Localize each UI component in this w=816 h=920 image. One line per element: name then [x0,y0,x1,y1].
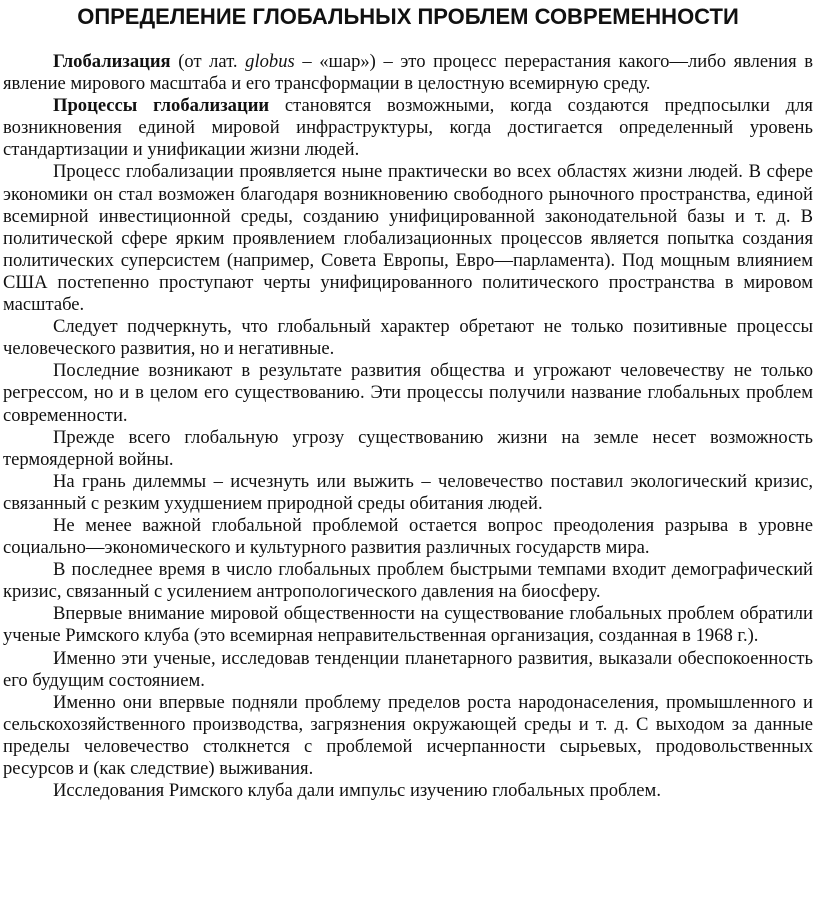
latin-word: globus [245,51,295,72]
paragraph: Именно эти ученые, исследовав тенденции планетарного развития, выказали обеспокоенность его будущим состоянием. [3,647,813,691]
paragraph: В последнее время в число глобальных проблем быстрыми темпами входит демографический кризис, связанный с усилением антропологического давления на биосферу. [3,559,813,603]
paragraph: Исследования Римского клуба дали импульс изучению глобальных проблем. [53,780,661,802]
definition-prefix: (от лат. [170,51,246,72]
paragraph: На грань дилеммы – исчезнуть или выжить – человечество поставил экологический кризис, связанный с резким ухудшением природной среды обитания людей. [3,470,813,514]
paragraph-globalization-processes [3,95,813,161]
paragraph: Следует подчеркнуть, что глобальный характер обретают не только позитивные процессы человеческого развития, но и негативные. [3,316,813,360]
paragraph: Процесс глобализации проявляется ныне практически во всех областях жизни людей. В сфере экономики он стал возможен благодаря возникновению свободного рыночного пространства, единой всемирной инвестиционной среды, созданию унифицированной законодательной базы и т. д. В политической сфере ярким проявлением глобализационных процессов является попытка создания политических суперсистем (например, Совета Европы, Евро—парламента). Под мощным влиянием США постепенно проступают черты унифицированного политического пространства в мировом масштабе. [3,161,813,316]
paragraph: Именно они впервые подняли проблему пределов роста народонаселения, промышленного и сельскохозяйственного производства, загрязнения окружающей среды и т. д. С выходом за данные пределы человечество столкнется с проблемой исчерпанности сырьевых, продовольственных ресурсов и (как следствие) выживания. [3,691,813,779]
paragraph-globalization-definition [3,51,813,95]
paragraph: Последние возникают в результате развития общества и угрожают человечеству не только регрессом, но и в целом его существованию. Эти процессы получили название глобальных проблем современности. [3,360,813,426]
page-title: ОПРЕДЕЛЕНИЕ ГЛОБАЛЬНЫХ ПРОБЛЕМ СОВРЕМЕННОСТИ [77,4,739,29]
paragraph: Впервые внимание мировой общественности на существование глобальных проблем обратили ученые Римского клуба (это всемирная неправительственная организация, созданная в 1968 г.). [3,603,813,647]
document-body [3,51,813,802]
processes-text: становятся возможными, когда создаются предпосылки для возникновения единой мировой инфраструктуры, когда достигается определенный уровень стандартизации и унификации жизни людей. [3,95,813,161]
term-globalization-processes: Процессы глобализации [53,95,270,117]
paragraph: Не менее важной глобальной проблемой остается вопрос преодоления разрыва в уровне социально—экономического и культурного развития различных государств мира. [3,514,813,559]
paragraph: Прежде всего глобальную угрозу существованию жизни на земле несет возможность термоядерной войны. [3,426,813,470]
term-globalization: Глобализация [53,51,171,72]
definition-text: – «шар») – это процесс перерастания какого—либо явления в явление мирового масштаба и его трансформации в целостную всемирную среду. [3,51,813,95]
